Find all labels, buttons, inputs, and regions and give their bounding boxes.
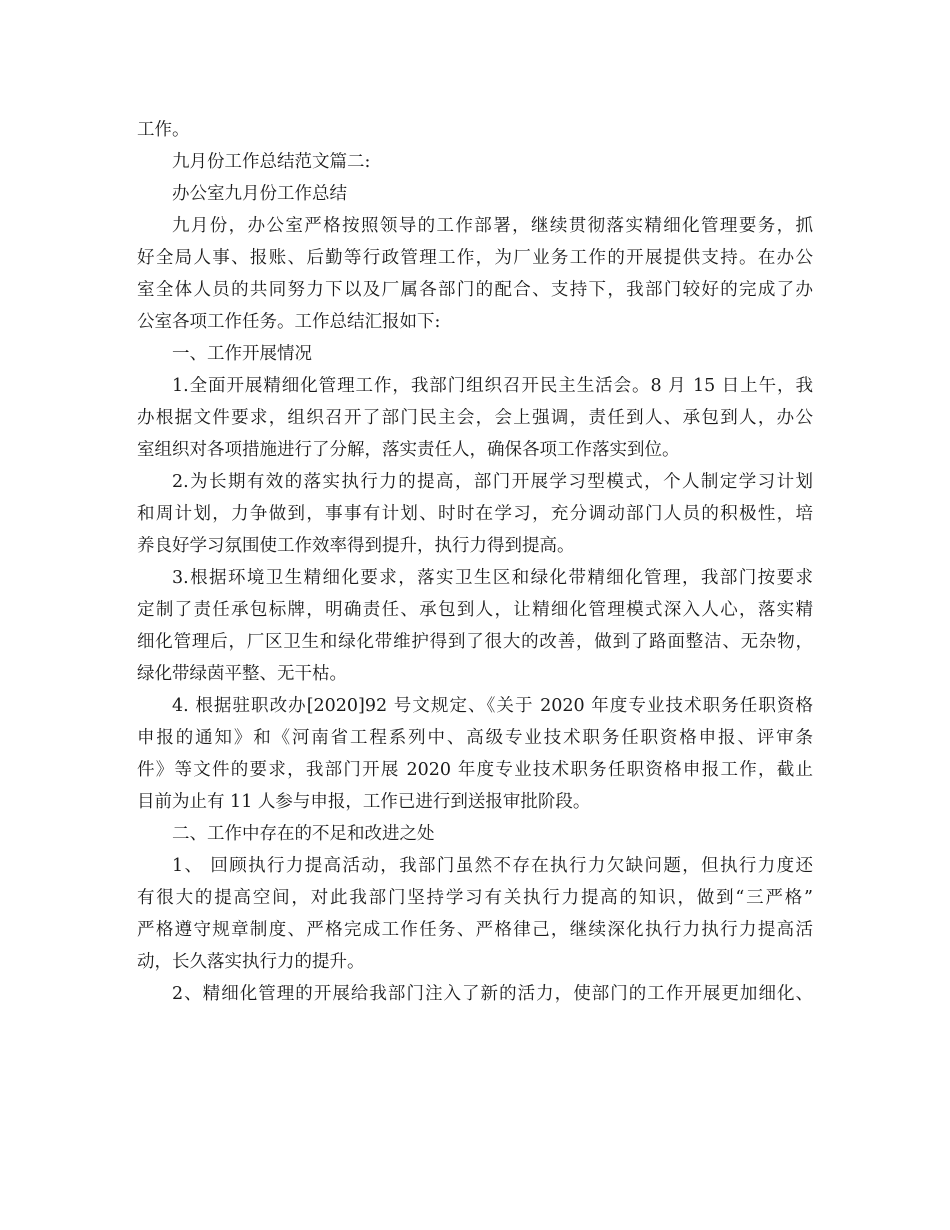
paragraph bbox=[137, 690, 813, 818]
text-line: 办根据文件要求，组织召开了部门民主会，会上强调，责任到人、承包到人，办公 bbox=[137, 408, 813, 428]
text-line: 二、工作中存在的不足和改进之处 bbox=[172, 824, 435, 844]
paragraph bbox=[137, 978, 813, 1010]
text-line: 定制了责任承包标牌，明确责任、承包到人，让精细化管理模式深入人心，落实精 bbox=[137, 600, 813, 620]
document-body bbox=[137, 114, 813, 1010]
text-line: 室组织对各项措施进行了分解，落实责任人，确保各项工作落实到位。 bbox=[137, 440, 680, 460]
text-line: 九月份，办公室严格按照领导的工作部署，继续贯彻落实精细化管理要务，抓 bbox=[172, 216, 813, 236]
text-line: 4. 根据驻职改办[2020]92 号文规定、《关于 2020 年度专业技术职务任职资格 bbox=[172, 696, 813, 716]
text-line: 九月份工作总结范文篇二: bbox=[172, 152, 371, 172]
paragraph bbox=[137, 562, 813, 690]
paragraph bbox=[137, 210, 813, 338]
text-line: 申报的通知》和《河南省工程系列中、高级专业技术职务任职资格申报、评审条 bbox=[137, 728, 813, 748]
paragraph bbox=[137, 338, 813, 370]
text-line: 一、工作开展情况 bbox=[172, 344, 312, 364]
text-line: 1、 回顾执行力提高活动，我部门虽然不存在执行力欠缺问题，但执行力度还 bbox=[172, 856, 813, 876]
text-line: 养良好学习氛围使工作效率得到提升，执行力得到提高。 bbox=[137, 536, 575, 556]
text-line: 公室各项工作任务。工作总结汇报如下: bbox=[137, 312, 441, 332]
text-line: 绿化带绿茵平整、无干枯。 bbox=[137, 664, 347, 684]
paragraph bbox=[137, 146, 813, 178]
paragraph bbox=[137, 178, 813, 210]
paragraph bbox=[137, 818, 813, 850]
text-line: 工作。 bbox=[137, 120, 190, 140]
paragraph bbox=[137, 370, 813, 466]
text-line: 1.全面开展精细化管理工作，我部门组织召开民主生活会。8 月 15 日上午，我 bbox=[172, 376, 813, 396]
text-line: 细化管理后，厂区卫生和绿化带维护得到了很大的改善，做到了路面整洁、无杂物， bbox=[137, 632, 813, 652]
paragraph bbox=[137, 466, 813, 562]
text-line: 2.为长期有效的落实执行力的提高，部门开展学习型模式，个人制定学习计划 bbox=[172, 472, 813, 492]
text-line: 办公室九月份工作总结 bbox=[172, 184, 347, 204]
text-line: 有很大的提高空间，对此我部门坚持学习有关执行力提高的知识，做到“三严格” bbox=[137, 888, 813, 908]
text-line: 2、精细化管理的开展给我部门注入了新的活力，使部门的工作开展更加细化、 bbox=[172, 984, 813, 1004]
text-line: 严格遵守规章制度、严格完成工作任务、严格律己，继续深化执行力执行力提高活 bbox=[137, 920, 813, 940]
paragraph bbox=[137, 850, 813, 978]
text-line: 件》等文件的要求，我部门开展 2020 年度专业技术职务任职资格申报工作，截止 bbox=[137, 760, 813, 780]
paragraph bbox=[137, 114, 813, 146]
text-line: 室全体人员的共同努力下以及厂属各部门的配合、支持下，我部门较好的完成了办 bbox=[137, 280, 813, 300]
text-line: 和周计划，力争做到，事事有计划、时时在学习，充分调动部门人员的积极性，培 bbox=[137, 504, 813, 524]
text-line: 好全局人事、报账、后勤等行政管理工作，为厂业务工作的开展提供支持。在办公 bbox=[137, 248, 813, 268]
text-line: 动，长久落实执行力的提升。 bbox=[137, 952, 365, 972]
text-line: 3.根据环境卫生精细化要求，落实卫生区和绿化带精细化管理，我部门按要求 bbox=[172, 568, 813, 588]
text-line: 目前为止有 11 人参与申报，工作已进行到送报审批阶段。 bbox=[137, 792, 591, 812]
